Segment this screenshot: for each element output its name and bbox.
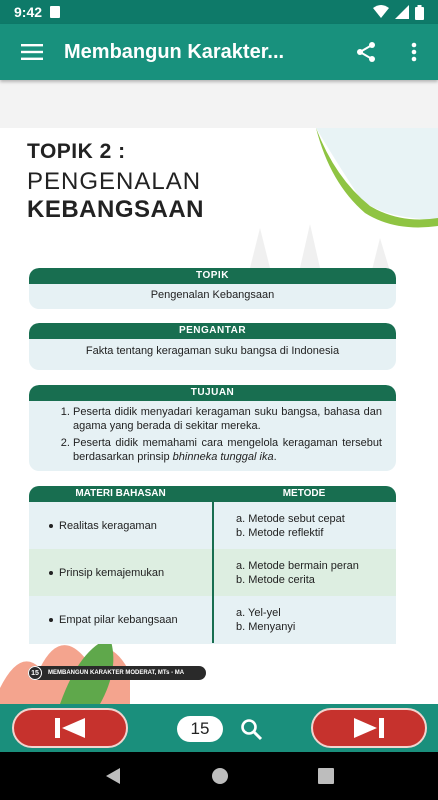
status-icons xyxy=(373,5,424,20)
pdf-viewer[interactable] xyxy=(0,80,438,704)
topik-header: TOPIK xyxy=(29,268,396,284)
app-title: Membangun Karakter... xyxy=(64,40,285,63)
wifi-icon xyxy=(373,5,389,19)
back-icon[interactable] xyxy=(104,767,122,785)
tujuan-box xyxy=(29,385,396,471)
signal-icon xyxy=(395,5,409,19)
status-time: 9:42 xyxy=(14,4,43,20)
page-number-field[interactable]: 15 xyxy=(177,716,223,742)
skip-previous-icon xyxy=(53,716,87,740)
topic-title-line2: KEBANGSAAN xyxy=(27,196,205,223)
metode-cell xyxy=(212,502,396,549)
table-row xyxy=(29,549,396,596)
topik-box xyxy=(29,268,396,309)
battery-icon xyxy=(415,5,424,20)
page-footer xyxy=(28,666,206,680)
topic-title-line1: PENGENALAN xyxy=(27,168,202,195)
tujuan-item-2-italic: bhinneka tunggal ika xyxy=(172,451,274,463)
tujuan-item-1: 1. Peserta didik menyadari keragaman suku bangsa, bahasa dan agama yang berada di sekitar mereka. xyxy=(73,405,382,433)
page-navigation-bar xyxy=(0,704,438,752)
topik-text: Pengenalan Kebangsaan xyxy=(150,289,275,301)
tujuan-item-2 xyxy=(73,436,382,464)
footer-text: MEMBANGUN KARAKTER MODERAT, MTs - MA xyxy=(48,670,185,676)
search-icon xyxy=(239,717,263,741)
table-row xyxy=(29,502,396,549)
share-icon xyxy=(355,41,377,63)
sd-card-icon xyxy=(50,6,60,18)
next-page-button[interactable] xyxy=(311,708,427,748)
table-row xyxy=(29,596,396,643)
bullet xyxy=(49,618,53,622)
tujuan-header: TUJUAN xyxy=(29,385,396,401)
materi-text: Realitas keragaman xyxy=(59,519,157,532)
skip-next-icon xyxy=(352,716,386,740)
recents-icon[interactable] xyxy=(318,768,334,784)
metode-a: a. Metode bermain peran xyxy=(236,559,359,572)
app-bar xyxy=(0,24,438,80)
metode-b: b. Metode reflektif xyxy=(236,526,324,539)
home-icon[interactable] xyxy=(211,767,229,785)
materi-cell xyxy=(29,567,212,579)
more-vert-icon xyxy=(411,42,417,62)
metode-header: METODE xyxy=(282,488,326,499)
tujuan-item-2-end: . xyxy=(273,451,277,463)
metode-cell xyxy=(212,596,396,643)
document-page xyxy=(0,128,438,704)
metode-b: b. Metode cerita xyxy=(236,573,315,586)
system-navigation-bar xyxy=(0,752,438,800)
status-bar xyxy=(0,0,438,24)
share-button[interactable] xyxy=(342,24,390,80)
pengantar-header: PENGANTAR xyxy=(29,323,396,339)
materi-cell xyxy=(29,520,212,532)
search-button[interactable] xyxy=(238,716,264,742)
overflow-menu-button[interactable] xyxy=(390,24,438,80)
metode-cell xyxy=(212,549,396,596)
table-header xyxy=(29,486,396,502)
previous-page-button[interactable] xyxy=(12,708,128,748)
materi-text: Empat pilar kebangsaan xyxy=(59,613,178,626)
hamburger-icon xyxy=(21,44,43,60)
topic-heading xyxy=(27,140,204,224)
metode-b: b. Menyanyi xyxy=(236,620,296,633)
materi-bahasan-header: MATERI BAHASAN xyxy=(75,488,166,499)
tujuan-item-2-text: Peserta didik memahami cara mengelola keragaman tersebut berdasarkan prinsip xyxy=(73,437,382,463)
menu-button[interactable] xyxy=(0,24,64,80)
tujuan-list xyxy=(29,401,396,471)
materi-cell xyxy=(29,614,212,626)
pengantar-text: Fakta tentang keragaman suku bangsa di Indonesia xyxy=(85,345,340,357)
metode-a: a. Metode sebut cepat xyxy=(236,512,345,525)
pengantar-box xyxy=(29,323,396,370)
footer-page-number: 15 xyxy=(28,666,42,680)
materi-text: Prinsip kemajemukan xyxy=(59,566,165,579)
materi-metode-table xyxy=(29,486,396,644)
bullet xyxy=(49,571,53,575)
bullet xyxy=(49,524,53,528)
topic-number: TOPIK 2 : xyxy=(27,140,126,163)
metode-a: a. Yel-yel xyxy=(236,606,281,619)
